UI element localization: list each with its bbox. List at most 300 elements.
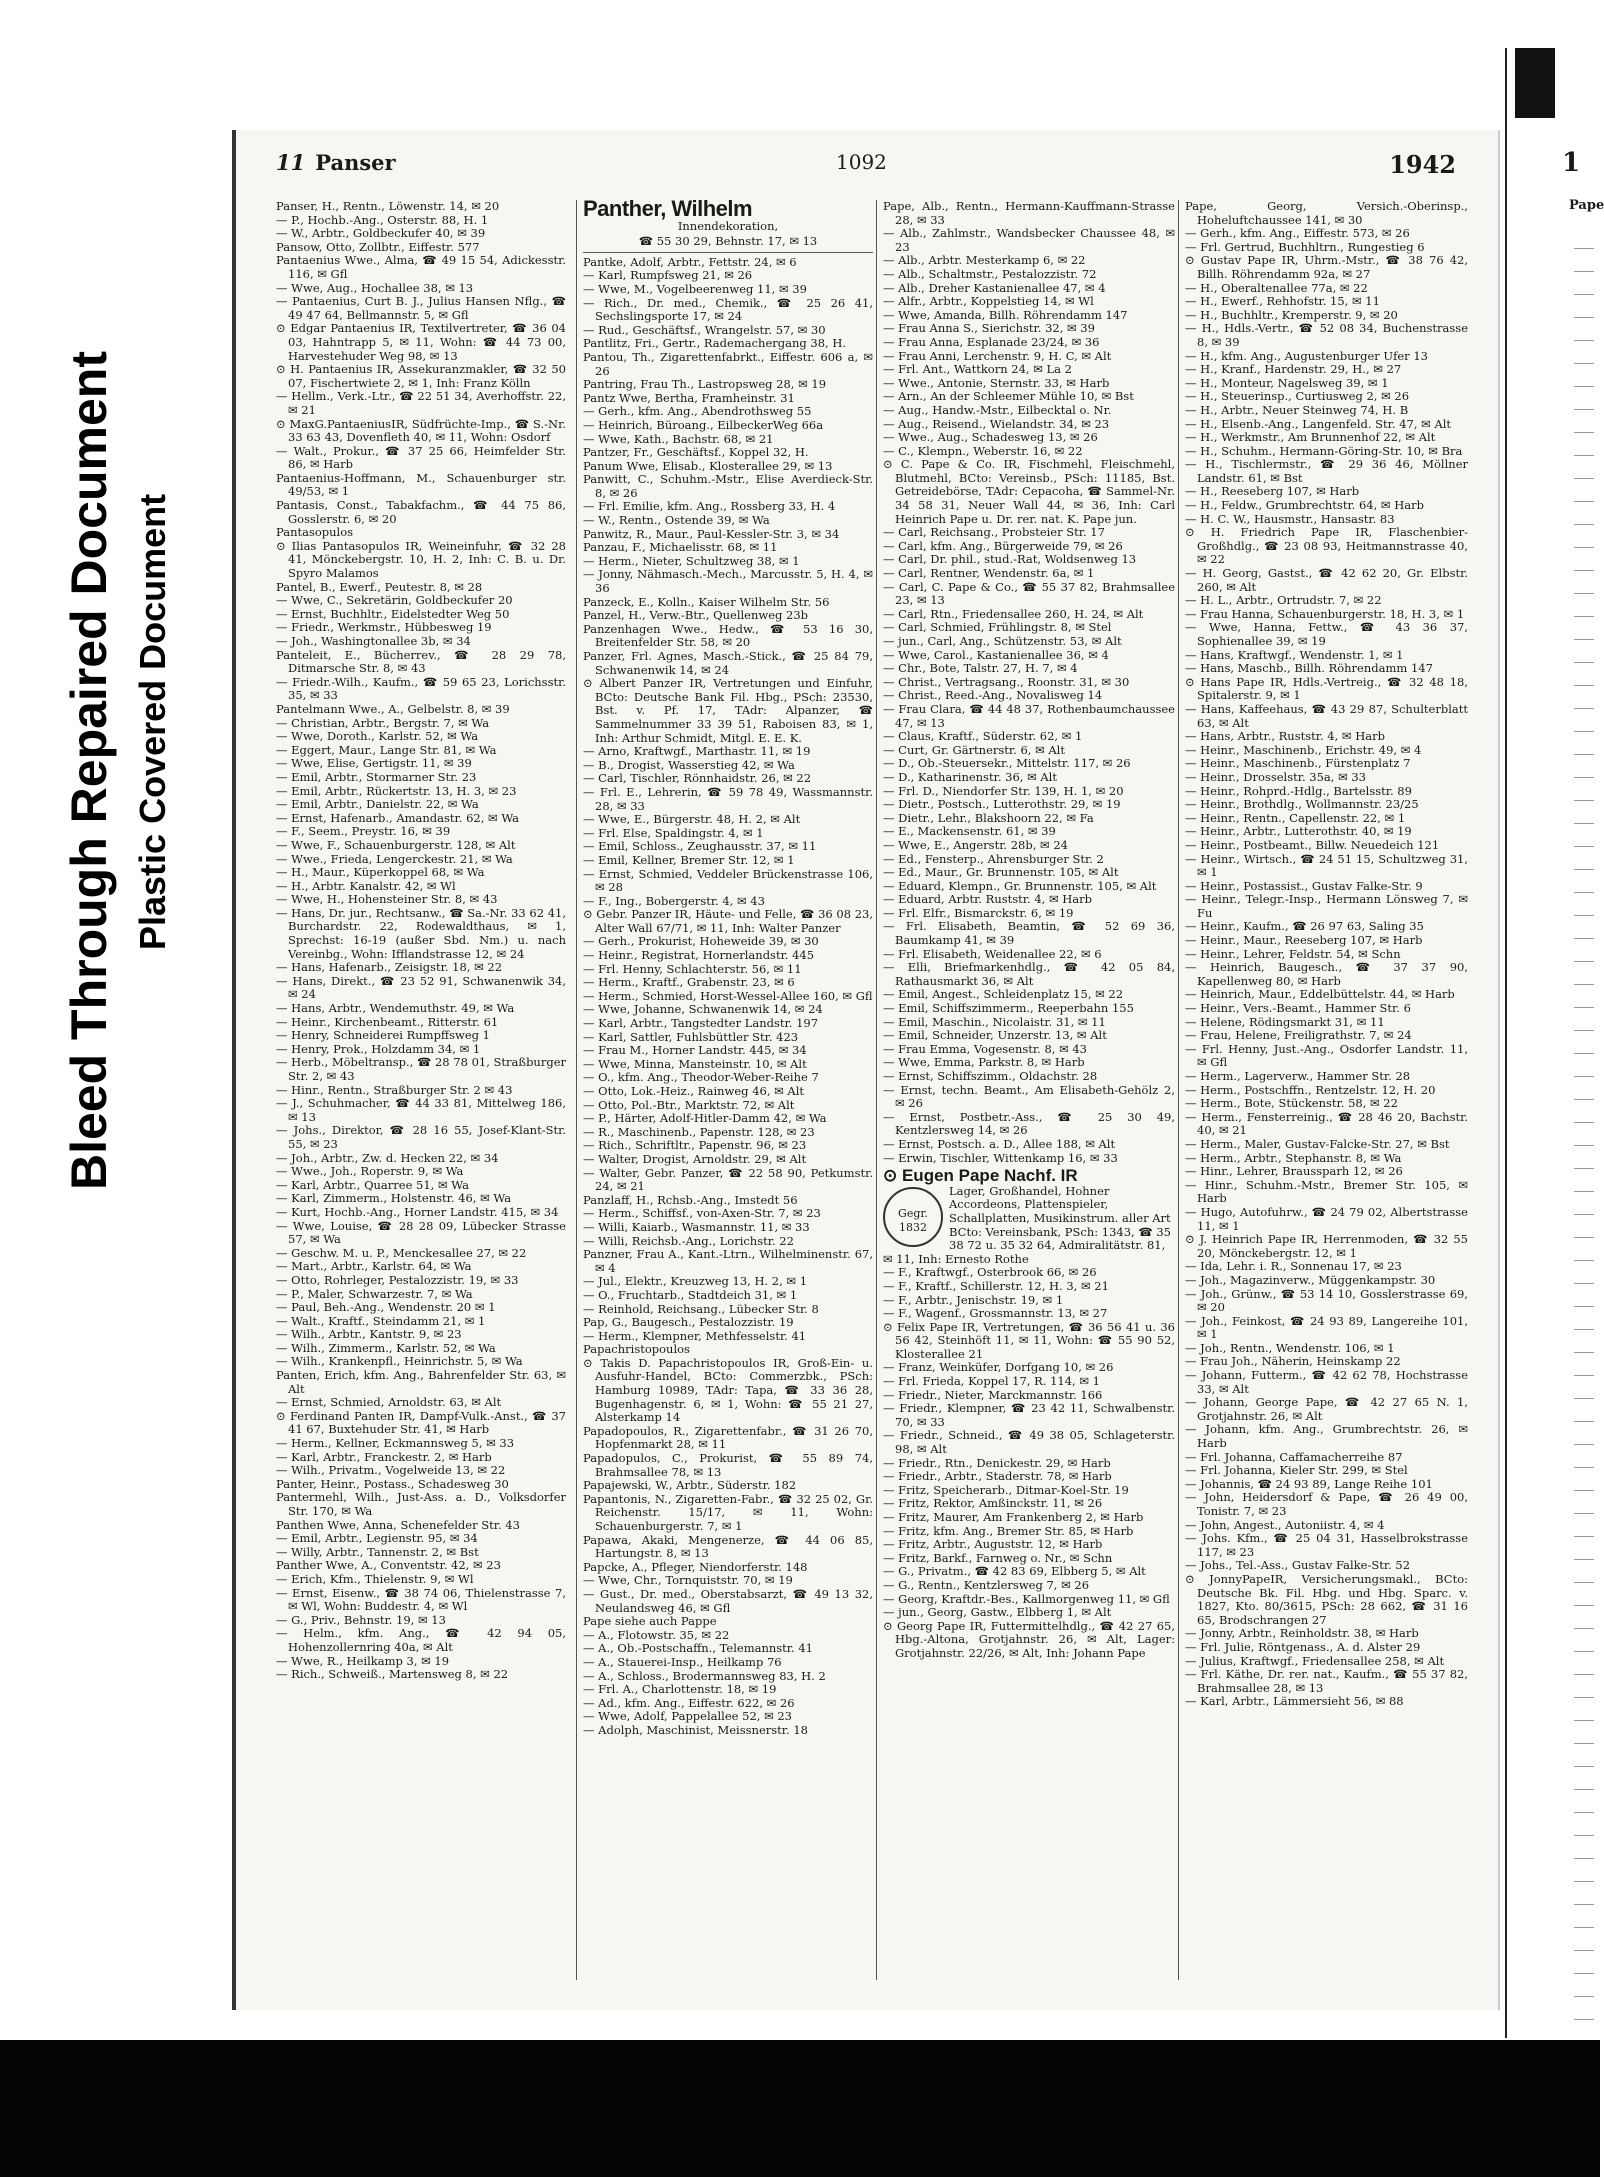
directory-entry: — Alb., Arbtr. Mesterkamp 6, ✉ 22 — [883, 253, 1086, 268]
directory-entry: — Johs. Kfm., ☎ 25 04 31, Hasselbrokstrasse 117, ✉ 23 — [1185, 1531, 1468, 1559]
directory-entry: — Heinr., Rentn., Capellenstr. 22, ✉ 1 — [1185, 810, 1406, 825]
directory-entry: Panzel, H., Verw.-Btr., Quellenweg 23b — [583, 608, 809, 623]
directory-entry: — Fritz, Barkf., Farnweg o. Nr., ✉ Schn — [883, 1550, 1113, 1565]
directory-entry: — Frl. Johanna, Kieler Str. 299, ✉ Stel — [1185, 1463, 1408, 1478]
divider — [583, 252, 873, 253]
directory-entry: — Hans, Kaffeehaus, ☎ 43 29 87, Schulterblatt 63, ✉ Alt — [1185, 701, 1468, 730]
directory-entry: — Friedr.-Wilh., Kaufm., ☎ 59 65 23, Lorichsstr. 35, ✉ 33 — [276, 674, 566, 703]
directory-entry: — Heinr., Postassist., Gustav Falke-Str. 9 — [1185, 878, 1423, 893]
directory-entry: — Heinr., Wirtsch., ☎ 24 51 15, Schultzweg 31, ✉ 1 — [1185, 851, 1468, 880]
directory-entry: — Ernst, Buchhltr., Eidelstedter Weg 50 — [276, 606, 510, 621]
directory-entry: — Wwe, R., Heilkamp 3, ✉ 19 — [276, 1653, 450, 1668]
column-3 — [876, 200, 1175, 1980]
directory-entry: — A., Schloss., Brodermannsweg 83, H. 2 — [583, 1668, 826, 1683]
directory-entry: — Frl. Emilie, kfm. Ang., Rossberg 33, H. 4 — [583, 499, 836, 514]
directory-entry: — Aug., Reisend., Wielandstr. 34, ✉ 23 — [883, 416, 1110, 431]
directory-entry: — Emil, Arbtr., Danielstr. 22, ✉ Wa — [276, 797, 479, 812]
directory-entry: — D., Ob.-Steuersekr., Mittelstr. 117, ✉ 26 — [883, 756, 1131, 771]
directory-entry: — Eduard, Klempn., Gr. Brunnenstr. 105, ✉ Alt — [883, 878, 1157, 893]
directory-entry: — Emil, Arbtr., Rückertstr. 13, H. 3, ✉ 23 — [276, 783, 517, 798]
directory-entry: — Herm., Schmied, Horst-Wessel-Allee 160, ✉ Gfl — [583, 988, 873, 1003]
directory-entry: — Friedr., Klempner, ☎ 23 42 11, Schwalbenstr. 70, ✉ 33 — [883, 1401, 1175, 1429]
directory-entry: — Gerh., kfm. Ang., Eiffestr. 573, ✉ 26 — [1185, 226, 1410, 241]
directory-entry: — Heinr., Maur., Reeseberg 107, ✉ Harb — [1185, 933, 1423, 948]
directory-entry: — Wwe, Emma, Parkstr. 8, ✉ Harb — [883, 1055, 1085, 1070]
directory-entry: — Joh., Washingtonallee 3b, ✉ 34 — [276, 634, 471, 648]
directory-entry: — Fritz, Rektor, Amßinckstr. 11, ✉ 26 — [883, 1496, 1103, 1511]
directory-entry: — H., Steuerinsp., Curtiusweg 2, ✉ 26 — [1185, 389, 1410, 404]
column-3-entries — [883, 200, 1175, 1165]
directory-entry: — Emil, Arbtr., Legienstr. 95, ✉ 34 — [276, 1531, 478, 1546]
directory-entry: — E., Mackensenstr. 61, ✉ 39 — [883, 824, 1056, 839]
directory-entry: — Willi, Kaiarb., Wasmannstr. 11, ✉ 33 — [583, 1219, 810, 1234]
directory-entry: — Wwe, Chr., Tornquiststr. 70, ✉ 19 — [583, 1573, 793, 1588]
side-subtitle: Plastic Covered Document — [132, 493, 173, 950]
directory-entry: — Julius, Kraftwgf., Friedensallee 258, ✉ Alt — [1185, 1653, 1445, 1668]
directory-entry: — W., Arbtr., Goldbeckufer 40, ✉ 39 — [276, 226, 486, 241]
directory-entry: — H., Kranf., Hardenstr. 29, H., ✉ 27 — [1185, 362, 1402, 377]
directory-entry: — Wwe, Adolf, Pappelallee 52, ✉ 23 — [583, 1709, 792, 1724]
directory-entry: — H., Werkmstr., Am Brunnenhof 22, ✉ Alt — [1185, 430, 1436, 445]
directory-entry: — Hinr., Lehrer, Braussparh 12, ✉ 26 — [1185, 1164, 1403, 1179]
directory-entry: Panwitt, C., Schuhm.-Mstr., Elise Averdieck-Str. 8, ✉ 26 — [583, 472, 873, 500]
directory-entry: — A., Ob.-Postschaffn., Telemannstr. 41 — [583, 1641, 813, 1656]
directory-entry: — Emil, Angest., Schleidenplatz 15, ✉ 22 — [883, 987, 1124, 1002]
directory-entry: — jun., Georg, Gastw., Elbberg 1, ✉ Alt — [883, 1605, 1112, 1620]
directory-entry: — Friedr., Nieter, Marckmannstr. 166 — [883, 1387, 1103, 1402]
directory-entry: — Karl, Rumpfsweg 21, ✉ 26 — [583, 268, 753, 283]
directory-entry: — Johann, kfm. Ang., Grumbrechtstr. 26, ✉ Harb — [1185, 1422, 1468, 1451]
directory-entry: — Herm., Lagerverw., Hammer Str. 28 — [1185, 1069, 1411, 1083]
directory-entry: — Wwe, M., Vogelbeerenweg 11, ✉ 39 — [583, 281, 807, 296]
directory-entry: — Wwe, Minna, Mansteinstr. 10, ✉ Alt — [583, 1056, 807, 1071]
directory-entry: — H., Feldw., Grumbrechtstr. 64, ✉ Harb — [1185, 498, 1424, 513]
directory-entry: — Frau Joh., Näherin, Heinskamp 22 — [1185, 1354, 1401, 1369]
directory-entry: — Willy, Arbtr., Tannenstr. 2, ✉ Bst — [276, 1544, 479, 1559]
directory-entry: — Dietr., Lehr., Blakshoorn 22, ✉ Fa — [883, 810, 1094, 825]
directory-entry: — F., Wagenf., Grossmannstr. 13, ✉ 27 — [883, 1306, 1108, 1321]
directory-page — [232, 130, 1498, 2010]
directory-entry: — John, Heidersdorf & Pape, ☎ 26 49 00, Tonistr. 7, ✉ 23 — [1185, 1490, 1468, 1518]
directory-entry: Papadopulos, C., Prokurist, ☎ 55 89 74, Brahmsallee 78, ✉ 13 — [583, 1451, 873, 1479]
directory-entry: — Wwe., Frieda, Lengerckestr. 21, ✉ Wa — [276, 851, 513, 866]
directory-entry: — H., Schuhm., Hermann-Göring-Str. 10, ✉ Bra — [1185, 443, 1463, 458]
directory-entry: — Helene, Rödingsmarkt 31, ✉ 11 — [1185, 1014, 1385, 1029]
directory-entry: — Ad., kfm. Ang., Eiffestr. 622, ✉ 26 — [583, 1695, 795, 1710]
directory-entry: — Dietr., Postsch., Lutterothstr. 29, ✉ 19 — [883, 797, 1121, 812]
directory-entry: Pantasis, Const., Tabakfachm., ☎ 44 75 86, Gosslerstr. 6, ✉ 20 — [276, 498, 566, 526]
directory-entry: — Wwe, Hanna, Fettw., ☎ 43 36 37, Sophienallee 39, ✉ 19 — [1185, 620, 1468, 648]
directory-entry: — Emil, Maschin., Nicolaistr. 31, ✉ 11 — [883, 1014, 1106, 1029]
directory-entry: — Wwe, E., Bürgerstr. 48, H. 2, ✉ Alt — [583, 812, 801, 827]
directory-entry: — Frau Anna S., Sierichstr. 32, ✉ 39 — [883, 321, 1095, 336]
directory-entry: ⊙ Ferdinand Panten IR, Dampf-Vulk.-Anst., ☎ 37 41 67, Buxtehuder Str. 41, ✉ Harb — [276, 1408, 566, 1437]
directory-entry: — Joh., Magazinverw., Müggenkampstr. 30 — [1185, 1272, 1436, 1287]
directory-entry: Pantelmann Wwe., A., Gelbelstr. 8, ✉ 39 — [276, 701, 510, 716]
directory-entry: — Rud., Geschäftsf., Wrangelstr. 57, ✉ 30 — [583, 322, 826, 337]
directory-entry: — Heinrich, Büroang., EilbeckerWeg 66a — [583, 417, 824, 432]
directory-entry: — H., Hdls.-Vertr., ☎ 52 08 34, Buchenstrasse 8, ✉ 39 — [1185, 321, 1468, 349]
header-mark: 11 — [276, 150, 306, 175]
directory-entry: ⊙ Albert Panzer IR, Vertretungen und Einfuhr, BCto: Deutsche Bank Fil. Hbg., PSch: 23530, Bst. v. Pf. 17, TAdr: Alpanzer, ☎ Sammelnummer 33 39 51, Raboisen 83, ✉ 1, Inh: Arthur Schmidt, Mitgl. E. E. K. — [583, 676, 873, 745]
directory-entry: ⊙ Takis D. Papachristopoulos IR, Groß-Ein- u. Ausfuhr-Handel, BCto: Commerzbk., PSch: Hamburg 10989, TAdr: Tapa, ☎ 33 36 28, Bugenhagenstr. 6, ✉ 1, Wohn: ☎ 55 21 27, Alsterkamp 14 — [583, 1355, 873, 1425]
directory-entry: — Frau Anna, Esplanade 23/24, ✉ 36 — [883, 334, 1100, 349]
directory-entry: — Frl. Henny, Just.-Ang., Osdorfer Landstr. 11, ✉ Gfl — [1185, 1041, 1468, 1070]
directory-entry: — Wwe, E., Angerstr. 28b, ✉ 24 — [883, 837, 1068, 852]
directory-entry: — Frl. Frieda, Koppel 17, R. 114, ✉ 1 — [883, 1374, 1100, 1389]
directory-entry: ⊙ Ilias Pantasopulos IR, Weineinfuhr, ☎ 32 28 41, Mönckebergstr. 10, H. 2, Inh: C. B. u. Dr. Spyro Malamos — [276, 538, 566, 581]
directory-entry: — Friedr., Werkmstr., Hübbesweg 19 — [276, 620, 492, 635]
directory-entry: ⊙ Georg Pape IR, Futtermittelhdlg., ☎ 42 27 65, Hbg.-Altona, Grotjahnstr. 26, ✉ Alt, Lager: Grotjahnstr. 22/26, ✉ Alt, Inh: Johann Pape — [883, 1618, 1175, 1660]
directory-entry: — Ed., Fensterp., Ahrensburger Str. 2 — [883, 851, 1104, 866]
directory-entry: — Hellm., Verk.-Ltr., ☎ 22 51 34, Averhoffstr. 22, ✉ 21 — [276, 389, 566, 417]
directory-entry: — Hinr., Schuhm.-Mstr., Bremer Str. 105, ✉ Harb — [1185, 1177, 1468, 1206]
directory-entry: — Wwe., Aug., Schadesweg 13, ✉ 26 — [883, 430, 1098, 445]
directory-entry: — Geschw. M. u. P., Menckesallee 27, ✉ 22 — [276, 1245, 527, 1260]
directory-entry: — H., Maur., Küperkoppel 68, ✉ Wa — [276, 865, 485, 880]
directory-entry: — Frl. A., Charlottenstr. 18, ✉ 19 — [583, 1682, 777, 1697]
directory-entry: Panter, Heinr., Postass., Schadesweg 30 — [276, 1476, 509, 1491]
directory-entry: — H., Monteur, Nagelsweg 39, ✉ 1 — [1185, 375, 1389, 390]
directory-entry: — Karl, Arbtr., Lämmersieht 56, ✉ 88 — [1185, 1694, 1404, 1709]
directory-entry: — Hans, Direkt., ☎ 23 52 91, Schwanenwik 34, ✉ 24 — [276, 973, 566, 1002]
directory-entry: — Alfr., Arbtr., Koppelstieg 14, ✉ Wl — [883, 294, 1094, 309]
directory-entry: — Friedr., Rtn., Denickestr. 29, ✉ Harb — [883, 1455, 1111, 1470]
directory-entry: — Heinr., Lehrer, Feldstr. 54, ✉ Schn — [1185, 946, 1401, 961]
directory-entry: — H. L., Arbtr., Ortrudstr. 7, ✉ 22 — [1185, 593, 1382, 608]
directory-entry: Pantke, Adolf, Arbtr., Fettstr. 24, ✉ 6 — [583, 254, 797, 269]
directory-entry: — Herm., Kraftf., Grabenstr. 23, ✉ 6 — [583, 975, 795, 990]
directory-entry: — Karl, Arbtr., Tangstedter Landstr. 197 — [583, 1016, 819, 1031]
directory-entry: ⊙ J. Heinrich Pape IR, Herrenmoden, ☎ 32 55 20, Mönckebergstr. 12, ✉ 1 — [1185, 1232, 1468, 1260]
directory-entry: — Karl, Sattler, Fuhlsbüttler Str. 423 — [583, 1029, 799, 1044]
directory-entry: — Heinr., Drosselstr. 35a, ✉ 33 — [1185, 769, 1366, 784]
directory-entry: Panzau, F., Michaelisstr. 68, ✉ 11 — [583, 540, 778, 555]
directory-entry: — Wwe, C., Sekretärin, Goldbeckufer 20 — [276, 593, 513, 608]
directory-entry: — F., Seem., Preystr. 16, ✉ 39 — [276, 824, 451, 839]
directory-entry: — Wwe., Antonie, Sternstr. 33, ✉ Harb — [883, 375, 1110, 390]
column-2-entries — [583, 256, 873, 1738]
directory-entry: — Jul., Elektr., Kreuzweg 13, H. 2, ✉ 1 — [583, 1274, 808, 1289]
directory-entry: — Walt., Prokur., ☎ 37 25 66, Heimfelder Str. 86, ✉ Harb — [276, 443, 566, 472]
directory-entry: — H., Arbtr. Kanalstr. 42, ✉ Wl — [276, 878, 456, 893]
column-2 — [576, 196, 873, 1980]
directory-entry: Pantel, B., Ewerf., Peutestr. 8, ✉ 28 — [276, 579, 483, 594]
directory-entry: — Emil, Schneider, Unzerstr. 13, ✉ Alt — [883, 1028, 1107, 1043]
directory-entry: — Frl. D., Niendorfer Str. 139, H. 1, ✉ 20 — [883, 783, 1124, 798]
directory-entry: — Frau Emma, Vogesenstr. 8, ✉ 43 — [883, 1041, 1087, 1056]
directory-entry: — Erwin, Tischler, Wittenkamp 16, ✉ 33 — [883, 1150, 1118, 1165]
directory-entry: — Heinr., Postbeamt., Billw. Neuedeich 121 — [1185, 837, 1440, 852]
directory-entry: Panten, Erich, kfm. Ang., Bahrenfelder Str. 63, ✉ Alt — [276, 1368, 566, 1396]
directory-entry: — Christ., Vertragsang., Roonstr. 31, ✉ 30 — [883, 674, 1130, 689]
directory-entry: Panteleit, E., Bücherrev., ☎ 28 29 78, Ditmarsche Str. 8, ✉ 43 — [276, 647, 566, 676]
directory-entry: — Carl, kfm. Ang., Bürgerweide 79, ✉ 26 — [883, 538, 1123, 553]
directory-entry: — Ernst, Hafenarb., Amandastr. 62, ✉ Wa — [276, 810, 519, 825]
directory-entry: — Herm., Kellner, Eckmannsweg 5, ✉ 33 — [276, 1436, 515, 1451]
directory-entry: Pantaenius-Hoffmann, M., Schauenburger str. 49/53, ✉ 1 — [276, 470, 566, 499]
directory-entry: — O., kfm. Ang., Theodor-Weber-Reihe 7 — [583, 1070, 819, 1085]
directory-entry: — Ernst, Schmied, Arnoldstr. 63, ✉ Alt — [276, 1395, 502, 1410]
directory-entry: — W., Rentn., Ostende 39, ✉ Wa — [583, 513, 770, 528]
adjacent-dashes — [1562, 226, 1600, 2020]
directory-entry: — Frl. Elisabeth, Weidenallee 22, ✉ 6 — [883, 946, 1102, 961]
directory-entry: — Ida, Lehr. i. R., Sonnenau 17, ✉ 23 — [1185, 1259, 1402, 1274]
directory-entry: Pantzer, Fr., Geschäftsf., Koppel 32, H. — [583, 445, 809, 460]
directory-entry: — Carl, Tischler, Rönnhaidstr. 26, ✉ 22 — [583, 771, 812, 786]
directory-entry: Papawa, Akaki, Mengenerze, ☎ 44 06 85, Hartungstr. 8, ✉ 13 — [583, 1532, 873, 1561]
directory-entry: — Johann, Futterm., ☎ 42 62 78, Hochstrasse 33, ✉ Alt — [1185, 1368, 1468, 1396]
firm-title: ⊙ Eugen Pape Nachf. IR — [883, 1166, 1078, 1186]
adjacent-page-head: Pape — [1569, 198, 1604, 213]
directory-entry: Pantasopulos — [276, 525, 354, 540]
directory-entry: Panzer, Frl. Agnes, Masch.-Stick., ☎ 25 84 79, Schwanenwik 14, ✉ 24 — [583, 649, 873, 677]
header-surname: Panser — [315, 150, 396, 175]
directory-entry: — Kurt, Hochb.-Ang., Horner Landstr. 415, ✉ 34 — [276, 1204, 559, 1219]
directory-entry: Panwitz, R., Maur., Paul-Kessler-Str. 3, ✉ 34 — [583, 526, 840, 541]
directory-entry: — Wwe, Johanne, Schwanenwik 14, ✉ 24 — [583, 1002, 823, 1017]
directory-entry: — Otto, Pol.-Btr., Marktstr. 72, ✉ Alt — [583, 1097, 795, 1112]
directory-entry: — Heinrich, Baugesch., ☎ 37 37 90, Kapellenweg 80, ✉ Harb — [1185, 960, 1468, 988]
directory-entry: — Frl. Gertrud, Buchhltrn., Rungestieg 6 — [1185, 239, 1425, 254]
directory-entry: — Joh., Rentn., Wendenstr. 106, ✉ 1 — [1185, 1340, 1395, 1355]
directory-entry: — Curt, Gr. Gärtnerstr. 6, ✉ Alt — [883, 742, 1065, 757]
directory-entry: — Karl, Arbtr., Quarree 51, ✉ Wa — [276, 1177, 469, 1192]
directory-entry: — Adolph, Maschinist, Meissnerstr. 18 — [583, 1722, 808, 1737]
directory-entry: — Ed., Maur., Gr. Brunnenstr. 105, ✉ Alt — [883, 865, 1119, 880]
directory-entry: — Fritz, Arbtr., Auguststr. 12, ✉ Harb — [883, 1537, 1103, 1552]
side-annotation — [60, 140, 200, 1190]
directory-entry: — Frau Anni, Lerchenstr. 9, H. C, ✉ Alt — [883, 348, 1112, 363]
directory-entry: — Heinr., Kaufm., ☎ 26 97 63, Saling 35 — [1185, 919, 1424, 934]
directory-entry: — Herm., Klempner, Methfesselstr. 41 — [583, 1328, 807, 1343]
directory-entry: — F., Ing., Bobergerstr. 4, ✉ 43 — [583, 893, 765, 908]
directory-entry: ⊙ Felix Pape IR, Vertretungen, ☎ 36 56 41 u. 36 56 42, Steinhöft 11, ✉ 11, Wohn: ☎ 55 90 52, Klosterallee 21 — [883, 1319, 1175, 1361]
directory-entry: — F., Kraftf., Schillerstr. 12, H. 3, ✉ 21 — [883, 1278, 1109, 1293]
directory-entry: — G., Rentn., Kentzlersweg 7, ✉ 26 — [883, 1577, 1090, 1592]
directory-entry: — C., Klempn., Weberstr. 16, ✉ 22 — [883, 443, 1083, 458]
directory-entry: — Herm., Arbtr., Stephanstr. 8, ✉ Wa — [1185, 1150, 1402, 1165]
directory-entry: — Herb., Möbeltransp., ☎ 28 78 01, Straßburger Str. 2, ✉ 43 — [276, 1055, 566, 1083]
header-year: 1942 — [1389, 150, 1456, 179]
directory-entry: — H., Buchhltr., Kremperstr. 9, ✉ 20 — [1185, 307, 1398, 322]
directory-entry: — Otto, Lok.-Heiz., Rainweg 46, ✉ Alt — [583, 1084, 805, 1098]
directory-entry: — H., Elsenb.-Ang., Langenfeld. Str. 47, ✉ Alt — [1185, 416, 1452, 431]
directory-entry: — Aug., Handw.-Mstr., Eilbecktal o. Nr. — [883, 402, 1112, 417]
directory-entry: — A., Stauerei-Insp., Heilkamp 76 — [583, 1654, 782, 1669]
directory-entry: — Elli, Briefmarkenhdlg., ☎ 42 05 84, Rathausmarkt 36, ✉ Alt — [883, 960, 1175, 988]
directory-entry: Panum Wwe, Elisab., Klosterallee 29, ✉ 13 — [583, 458, 833, 473]
directory-entry: — Erich, Kfm., Thielenstr. 9, ✉ Wl — [276, 1571, 474, 1586]
directory-entry: — P., Maler, Schwarzestr. 7, ✉ Wa — [276, 1286, 473, 1301]
directory-entry: Pape siehe auch Pappe — [583, 1614, 717, 1629]
directory-entry: — Helm., kfm. Ang., ☎ 42 94 05, Hohenzollernring 40a, ✉ Alt — [276, 1626, 566, 1654]
directory-entry: — Frl. Henny, Schlachterstr. 56, ✉ 11 — [583, 961, 802, 976]
directory-entry: Papadopoulos, R., Zigarettenfabr., ☎ 31 26 70, Hopfenmarkt 28, ✉ 11 — [583, 1423, 873, 1452]
directory-entry: — Joh., Arbtr., Zw. d. Hecken 22, ✉ 34 — [276, 1150, 499, 1165]
directory-entry: — Wwe., Joh., Roperstr. 9, ✉ Wa — [276, 1164, 464, 1179]
black-tab — [1515, 48, 1555, 118]
directory-entry: — Georg, Kraftdr.-Bes., Kallmorgenweg 11, ✉ Gfl — [883, 1591, 1170, 1606]
bottom-black-band — [0, 2040, 1600, 2177]
directory-entry: — Carl, Dr. phil., stud.-Rat, Woldsenweg 13 — [883, 552, 1137, 567]
directory-entry: Papantonis, N., Zigaretten-Fabr., ☎ 32 25 02, Gr. Reichenstr. 15/17, ✉ 11, Wohn: Schauenburgerstr. 7, ✉ 1 — [583, 1491, 873, 1533]
directory-entry: ⊙ Edgar Pantaenius IR, Textilvertreter, ☎ 36 04 03, Hahntrapp 5, ✉ 11, Wohn: ☎ 44 73 00, Harvestehuder Weg 98, ✉ 13 — [276, 321, 566, 363]
directory-entry: — P., Hochb.-Ang., Osterstr. 88, H. 1 — [276, 212, 489, 227]
directory-entry: — Frau M., Horner Landstr. 445, ✉ 34 — [583, 1043, 807, 1058]
directory-entry: Pantlitz, Fri., Gertr., Rademachergang 38, H. — [583, 336, 847, 351]
directory-entry: Panzner, Frau A., Kant.-Ltrn., Wilhelminenstr. 67, ✉ 4 — [583, 1247, 873, 1275]
directory-entry: — Hans, Hafenarb., Zeisigstr. 18, ✉ 22 — [276, 960, 503, 975]
directory-entry: Pantaenius Wwe., Alma, ☎ 49 15 54, Adickesstr. 116, ✉ Gfl — [276, 253, 566, 281]
directory-entry: — Carl, Reichsang., Probsteier Str. 17 — [883, 525, 1105, 540]
page-header — [276, 150, 1456, 190]
column-4 — [1178, 200, 1468, 1980]
directory-entry: — Ernst, Postbetr.-Ass., ☎ 25 30 49, Kentzlersweg 14, ✉ 26 — [883, 1109, 1175, 1138]
directory-entry: — Walter, Drogist, Arnoldstr. 29, ✉ Alt — [583, 1151, 807, 1166]
directory-entry: — Chr., Bote, Talstr. 27, H. 7, ✉ 4 — [883, 661, 1078, 676]
directory-entry: — Frl. Johanna, Caffamacherreihe 87 — [1185, 1449, 1403, 1464]
directory-entry: Pantz Wwe, Bertha, Framheinstr. 31 — [583, 390, 795, 405]
adjacent-page-strip — [1505, 48, 1602, 2038]
directory-entry: — Friedr., Schneid., ☎ 49 38 05, Schlageterstr. 98, ✉ Alt — [883, 1428, 1175, 1457]
directory-entry: — Reinhold, Reichsang., Lübecker Str. 8 — [583, 1301, 819, 1316]
directory-entry: — Jonny, Arbtr., Reinholdstr. 38, ✉ Harb — [1185, 1626, 1419, 1641]
directory-entry: ⊙ Gebr. Panzer IR, Häute- und Felle, ☎ 36 08 23, Alter Wall 67/71, ✉ 11, Inh: Walter Panzer — [583, 907, 873, 935]
directory-entry: — Frl. Ant., Wattkorn 24, ✉ La 2 — [883, 362, 1072, 377]
directory-entry: Pansow, Otto, Zollbtr., Eiffestr. 577 — [276, 239, 480, 254]
directory-entry: Papachristopoulos — [583, 1342, 690, 1357]
directory-entry: — Johs., Direktor, ☎ 28 16 55, Josef-Klant-Str. 55, ✉ 23 — [276, 1123, 566, 1151]
directory-entry: Panzeck, E., Kolln., Kaiser Wilhelm Str. 56 — [583, 594, 830, 609]
directory-entry: — Hans, Dr. jur., Rechtsanw., ☎ Sa.-Nr. 33 62 41, Burchardstr. 22, Rodewaldthaus, ✉ 1, Sprechst: 16-19 (außer Sbd. Nm.) u. nach Vereinbg., Wohn: Ifflandstrasse 12, ✉ 24 — [276, 905, 566, 961]
directory-entry: — Herm., Fensterreinig., ☎ 28 46 20, Bachstr. 40, ✉ 21 — [1185, 1109, 1468, 1138]
header-name — [276, 150, 396, 175]
directory-entry: — Fritz, kfm. Ang., Bremer Str. 85, ✉ Harb — [883, 1523, 1134, 1538]
directory-entry: — Heinr., Telegr.-Insp., Hermann Lönsweg 7, ✉ Fu — [1185, 892, 1468, 920]
firm-seal: Gegr. 1832 — [883, 1187, 943, 1247]
directory-entry: Pap, G., Baugesch., Pestalozzistr. 19 — [583, 1315, 794, 1330]
directory-entry: — John, Angest., Autoniistr. 4, ✉ 4 — [1185, 1517, 1385, 1532]
directory-entry: — Gerh., Prokurist, Hoheweide 39, ✉ 30 — [583, 934, 819, 949]
directory-entry: — Mart., Arbtr., Karlstr. 64, ✉ Wa — [276, 1259, 472, 1274]
columns — [276, 196, 1468, 1980]
directory-entry: — Alb., Zahlmstr., Wandsbecker Chaussee 48, ✉ 23 — [883, 226, 1175, 254]
directory-entry: — Wilh., Privatm., Vogelweide 13, ✉ 22 — [276, 1463, 506, 1478]
directory-entry: — Herm., Bote, Stückenstr. 58, ✉ 22 — [1185, 1096, 1398, 1111]
directory-entry: — H., Ewerf., Rehhofstr. 15, ✉ 11 — [1185, 294, 1380, 309]
directory-entry: — Heinr., Brothdlg., Wollmannstr. 23/25 — [1185, 797, 1419, 812]
directory-entry: — R., Maschinenb., Papenstr. 128, ✉ 23 — [583, 1124, 815, 1139]
directory-entry: — Paul, Beh.-Ang., Wendenstr. 20 ✉ 1 — [276, 1300, 496, 1315]
directory-entry: — Johs., Tel.-Ass., Gustav Falke-Str. 52 — [1185, 1558, 1411, 1573]
directory-entry: — Herm., Schiffsf., von-Axen-Str. 7, ✉ 23 — [583, 1206, 821, 1221]
directory-entry: — Pantaenius, Curt B. J., Julius Hansen Nflg., ☎ 49 47 64, Bellmannstr. 5, ✉ Gfl — [276, 294, 566, 322]
directory-entry: — Hugo, Autofuhrw., ☎ 24 79 02, Albertstrasse 11, ✉ 1 — [1185, 1204, 1468, 1233]
directory-entry: — Alb., Schaltmstr., Pestalozzistr. 72 — [883, 266, 1097, 281]
side-title: Bleed Through Repaired Document — [61, 351, 117, 1190]
directory-entry: — Ernst, Eisenw., ☎ 38 74 06, Thielenstrasse 7, ✉ Wl, Wohn: Buddestr. 4, ✉ Wl — [276, 1585, 566, 1614]
directory-entry: — Carl, Schmied, Frühlingstr. 8, ✉ Stel — [883, 620, 1112, 635]
directory-entry: — Heinr., Registrat, Hornerlandstr. 445 — [583, 948, 815, 963]
directory-entry: ⊙ H. Friedrich Pape IR, Flaschenbier-Großhdlg., ☎ 23 08 93, Heitmannstrasse 40, ✉ 22 — [1185, 525, 1468, 567]
directory-entry: — Rich., Dr. med., Chemik., ☎ 25 26 41, Sechslingsporte 17, ✉ 24 — [583, 295, 873, 324]
directory-entry: — Arn., An der Schleemer Mühle 10, ✉ Bst — [883, 389, 1134, 404]
directory-entry: — Franz, Weinküfer, Dorfgang 10, ✉ 26 — [883, 1360, 1114, 1375]
directory-entry: — Frl. Elisabeth, Beamtin, ☎ 52 69 36, Baumkamp 41, ✉ 39 — [883, 919, 1175, 948]
directory-entry: — Christ., Reed.-Ang., Novalisweg 14 — [883, 688, 1103, 703]
directory-entry: Pantou, Th., Zigarettenfabrkt., Eiffestr. 606 a, ✉ 26 — [583, 349, 873, 378]
directory-entry: — Wwe, Carol., Kastanienallee 36, ✉ 4 — [883, 647, 1109, 662]
directory-entry: — F., Kraftwgf., Osterbrook 66, ✉ 26 — [883, 1265, 1097, 1280]
directory-entry: Pantermehl, Wilh., Just-Ass. a. D., Volksdorfer Str. 170, ✉ Wa — [276, 1490, 566, 1518]
directory-entry: — Wilh., Zimmerm., Karlstr. 52, ✉ Wa — [276, 1340, 496, 1355]
directory-entry: — Walter, Gebr. Panzer, ☎ 22 58 90, Petkumstr. 24, ✉ 21 — [583, 1165, 873, 1194]
directory-entry: — Wwe, F., Schauenburgerstr. 128, ✉ Alt — [276, 837, 516, 852]
directory-entry: — Wwe, Aug., Hochallee 38, ✉ 13 — [276, 280, 474, 295]
directory-entry: — G., Priv., Behnstr. 19, ✉ 13 — [276, 1612, 446, 1627]
directory-entry: — jun., Carl, Ang., Schützenstr. 53, ✉ Alt — [883, 634, 1122, 648]
directory-entry: — Karl, Zimmerm., Holstenstr. 46, ✉ Wa — [276, 1191, 512, 1206]
directory-entry: — Carl, Rtn., Friedensallee 260, H. 24, ✉ Alt — [883, 606, 1144, 621]
directory-entry: — Willi, Reichsb.-Ang., Lorichstr. 22 — [583, 1233, 794, 1248]
directory-entry: — D., Katharinenstr. 36, ✉ Alt — [883, 769, 1057, 784]
directory-entry: — Hans, Maschb., Billh. Röhrendamm 147 — [1185, 661, 1433, 676]
directory-entry: ⊙ C. Pape & Co. IR, Fischmehl, Fleischmehl, Blutmehl, BCto: Vereinsb., PSch: 11185, Bst. Getreidebörse, TAdr: Cepacoha, ☎ Sammel-Nr. 34 58 31, Neuer Wall 44, ✉ 36, Inh: Carl Heinrich Pape u. Dr. rer. nat. K. Pape jun. — [883, 457, 1175, 526]
directory-entry: — Rich., Schweiß., Martensweg 8, ✉ 22 — [276, 1667, 509, 1682]
directory-entry: — B., Drogist, Wasserstieg 42, ✉ Wa — [583, 757, 795, 772]
directory-entry: — Hinr., Rentn., Straßburger Str. 2 ✉ 43 — [276, 1082, 513, 1097]
directory-entry: — Alb., Dreher Kastanienallee 47, ✉ 4 — [883, 280, 1106, 295]
directory-entry: — Herm., Postschffn., Rentzelstr. 12, H. 20 — [1185, 1082, 1436, 1097]
directory-entry: Papcke, A., Pfleger, Niendorferstr. 148 — [583, 1559, 808, 1574]
directory-entry: — Heinr., Rohprd.-Hdlg., Bartelsstr. 89 — [1185, 783, 1412, 798]
directory-entry: — Herm., Nieter, Schultzweg 38, ✉ 1 — [583, 553, 800, 568]
directory-entry: Panser, H., Rentn., Löwenstr. 14, ✉ 20 — [276, 199, 500, 213]
directory-entry: — Ernst, Postsch. a. D., Allee 188, ✉ Alt — [883, 1136, 1116, 1151]
directory-entry: — Frau, Helene, Freiligrathstr. 7, ✉ 24 — [1185, 1028, 1412, 1043]
directory-entry: — Heinr., Maschinenb., Erichstr. 49, ✉ 4 — [1185, 742, 1422, 757]
directory-entry: — Wwe, Amanda, Billh. Röhrendamm 147 — [883, 307, 1128, 322]
directory-entry: — H., Arbtr., Neuer Steinweg 74, H. B — [1185, 402, 1409, 417]
directory-entry: — H., Tischlermstr., ☎ 29 36 46, Möllner Landstr. 61, ✉ Bst — [1185, 457, 1468, 485]
directory-entry: — Fritz, Speicherarb., Ditmar-Koel-Str. 19 — [883, 1482, 1129, 1497]
directory-entry: — J., Schuhmacher, ☎ 44 33 81, Mittelweg 186, ✉ 13 — [276, 1096, 566, 1124]
directory-entry: — Frau Hanna, Schauenburgerstr. 18, H. 3, ✉ 1 — [1185, 606, 1465, 621]
directory-entry: — Wilh., Arbtr., Kantstr. 9, ✉ 23 — [276, 1327, 462, 1342]
directory-entry: — H., kfm. Ang., Augustenburger Ufer 13 — [1185, 348, 1428, 363]
directory-entry: — Walt., Kraftf., Steindamm 21, ✉ 1 — [276, 1313, 486, 1328]
directory-entry: — Heinrich, Maur., Eddelbüttelstr. 44, ✉ Harb — [1185, 987, 1455, 1002]
directory-entry: — F., Arbtr., Jenischstr. 19, ✉ 1 — [883, 1292, 1064, 1307]
directory-entry: Panzlaff, H., Rchsb.-Ang., Imstedt 56 — [583, 1192, 798, 1207]
boxed-entry-line: Innendekoration, — [677, 218, 779, 233]
directory-entry: — Hans, Kraftwgf., Wendenstr. 1, ✉ 1 — [1185, 647, 1404, 662]
directory-entry: — Hans, Arbtr., Wendemuthstr. 49, ✉ Wa — [276, 1001, 515, 1016]
directory-entry: Pantring, Frau Th., Lastropsweg 28, ✉ 19 — [583, 377, 827, 392]
directory-entry: — Ernst, techn. Beamt., Am Elisabeth-Gehölz 2, ✉ 26 — [883, 1082, 1175, 1111]
directory-entry: — Wwe, H., Hohensteiner Str. 8, ✉ 43 — [276, 892, 498, 907]
directory-entry: — Fritz, Maurer, Am Frankenberg 2, ✉ Harb — [883, 1510, 1144, 1524]
directory-entry: ⊙ JonnyPapeIR, Versicherungsmakl., BCto: Deutsche Bk. Fil. Hbg. und Hbg. Sparc. v. 1827, Kto. 80/3615, PSch: 28 662, ☎ 31 16 65, Brodschrangen 27 — [1185, 1571, 1468, 1627]
top-margin — [0, 0, 1600, 48]
directory-entry: Pape, Alb., Rentn., Hermann-Kauffmann-Strasse 28, ✉ 33 — [883, 199, 1175, 227]
directory-entry: Panther Wwe, A., Conventstr. 42, ✉ 23 — [276, 1558, 501, 1573]
directory-entry: — Wilh., Krankenpfl., Heinrichstr. 5, ✉ Wa — [276, 1354, 523, 1369]
directory-entry: — Emil, Schloss., Zeughausstr. 37, ✉ 11 — [583, 839, 817, 854]
directory-entry: — Joh., Grünw., ☎ 53 14 10, Gosslerstrasse 69, ✉ 20 — [1185, 1286, 1468, 1315]
directory-entry: — Wwe, Doroth., Karlstr. 52, ✉ Wa — [276, 729, 479, 744]
